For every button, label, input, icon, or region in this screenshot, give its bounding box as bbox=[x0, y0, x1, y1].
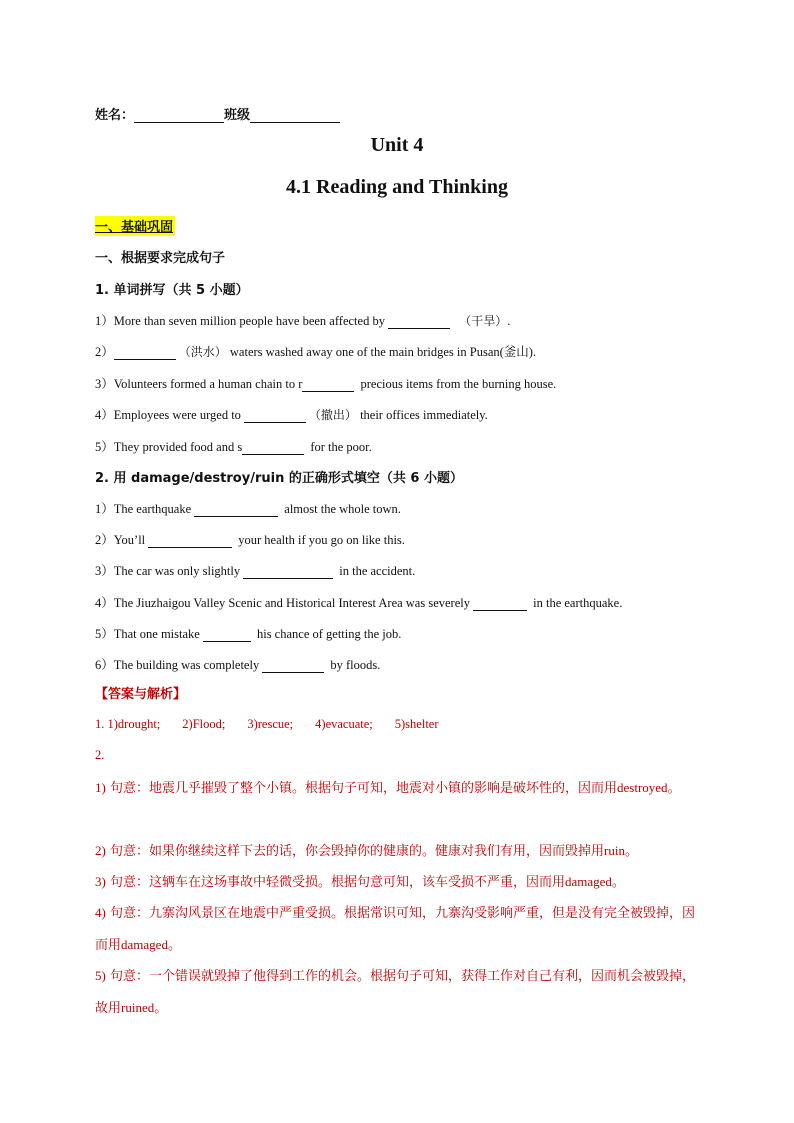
explanation-number: 3) bbox=[95, 874, 106, 889]
question-text: 3）The car was only slightly bbox=[95, 564, 241, 578]
question-2-4 bbox=[95, 593, 622, 611]
answer-blank[interactable] bbox=[148, 534, 232, 548]
explanation-number: 2) bbox=[95, 843, 106, 858]
hint-text: （洪水） bbox=[178, 345, 227, 359]
question-text: 4）Employees were urged to bbox=[95, 408, 241, 422]
answer-blank[interactable] bbox=[114, 346, 176, 360]
explanation-answer: ruin bbox=[604, 843, 625, 858]
part2-heading: 2. 用 damage/destroy/ruin 的正确形式填空（共 6 小题） bbox=[95, 471, 463, 486]
name-label: 姓名： bbox=[95, 108, 135, 123]
part1-heading: 1. 单词拼写（共 5 小题） bbox=[95, 283, 249, 298]
answer-item: 2)Flood; bbox=[182, 717, 226, 731]
question-text: 1）The earthquake bbox=[95, 502, 192, 516]
question-2-3 bbox=[95, 561, 415, 579]
question-text-end: their offices immediately. bbox=[356, 408, 488, 422]
question-text: 5）They provided food and s bbox=[95, 440, 243, 454]
answer-blank[interactable] bbox=[388, 315, 450, 329]
class-label: 班级 bbox=[224, 108, 251, 123]
lesson-title: 4.1 Reading and Thinking bbox=[286, 176, 508, 198]
question-text-end: his chance of getting the job. bbox=[253, 627, 402, 641]
explanation-text: 句意：如果你继续这样下去的话，你会毁掉你的健康的。健康对我们有用，因而毁掉用 bbox=[109, 844, 604, 859]
answer-item: 3)rescue; bbox=[247, 717, 294, 731]
question-text: 1）More than seven million people have been affected by bbox=[95, 314, 385, 328]
question-text-end: waters washed away one of the main bridges in Pusan(釜山). bbox=[226, 345, 537, 359]
question-1-1 bbox=[95, 311, 510, 329]
question-2-6 bbox=[95, 655, 380, 673]
hint-text: （撤出） bbox=[308, 408, 357, 422]
explanation-end: 。 bbox=[611, 875, 625, 890]
explanation-text: 句意：九寨沟风景区在地震中严重受损。根据常识可知，九寨沟受影响严重，但是没有完全被毁掉，因而用 bbox=[95, 906, 695, 953]
question-text-end: in the accident. bbox=[336, 564, 416, 578]
question-1-2 bbox=[95, 342, 536, 360]
explanation-4 bbox=[95, 897, 705, 961]
explanation-3 bbox=[95, 866, 705, 898]
answer-item: 5)shelter bbox=[394, 717, 439, 731]
question-text-end: . bbox=[507, 314, 511, 328]
explanation-end: 。 bbox=[167, 938, 181, 953]
name-blank[interactable] bbox=[134, 108, 224, 123]
question-1-4 bbox=[95, 405, 488, 423]
explanation-answer: destroyed bbox=[617, 780, 668, 795]
explanation-text: 句意：地震几乎摧毁了整个小镇。根据句子可知，地震对小镇的影响是破坏性的，因而用 bbox=[109, 781, 617, 796]
answer-item: 4)evacuate; bbox=[315, 717, 373, 731]
explanation-1 bbox=[95, 772, 705, 804]
question-text: 6）The building was completely bbox=[95, 658, 260, 672]
question-text: 5）That one mistake bbox=[95, 627, 200, 641]
question-text-end: almost the whole town. bbox=[281, 502, 401, 516]
question-text-end: precious items from the burning house. bbox=[357, 377, 557, 391]
question-2-2 bbox=[95, 530, 405, 548]
question-text-end: in the earthquake. bbox=[530, 596, 623, 610]
question-text-end: your health if you go on like this. bbox=[235, 533, 405, 547]
question-text-end: by floods. bbox=[327, 658, 381, 672]
answers-part1 bbox=[95, 717, 439, 732]
answer-blank[interactable] bbox=[473, 597, 527, 611]
question-text-end: for the poor. bbox=[307, 440, 372, 454]
explanation-text: 句意：这辆车在这场事故中轻微受损。根据句意可知，该车受损不严重，因而用 bbox=[109, 875, 565, 890]
explanation-number: 4) bbox=[95, 905, 106, 920]
question-text: 3）Volunteers formed a human chain to r bbox=[95, 377, 303, 391]
name-class-line bbox=[95, 104, 340, 123]
explanation-answer: damaged bbox=[121, 937, 168, 952]
answer-blank[interactable] bbox=[302, 378, 354, 392]
unit-title: Unit 4 bbox=[370, 134, 424, 156]
answer-blank[interactable] bbox=[243, 565, 333, 579]
answer-blank[interactable] bbox=[203, 628, 251, 642]
explanation-5 bbox=[95, 960, 705, 1024]
section-heading: 一、基础巩固 bbox=[95, 216, 175, 236]
answer-blank[interactable] bbox=[242, 441, 304, 455]
explanation-end: 。 bbox=[624, 844, 638, 859]
answers-part2-label: 2. bbox=[95, 748, 105, 762]
hint-text: （干旱） bbox=[459, 314, 508, 328]
answer-blank[interactable] bbox=[244, 409, 306, 423]
question-text: 2） bbox=[95, 345, 114, 359]
explanation-answer: ruined bbox=[121, 1000, 155, 1015]
question-text: 4）The Jiuzhaigou Valley Scenic and Historical Interest Area was severely bbox=[95, 596, 470, 610]
explanation-number: 1) bbox=[95, 780, 106, 795]
answer-blank[interactable] bbox=[262, 659, 324, 673]
question-1-5 bbox=[95, 437, 372, 455]
question-2-1 bbox=[95, 499, 401, 517]
explanation-answer: damaged bbox=[565, 874, 612, 889]
explanation-end: 。 bbox=[667, 781, 681, 796]
explanation-end: 。 bbox=[154, 1001, 168, 1016]
answer-blank[interactable] bbox=[194, 503, 278, 517]
explanation-2 bbox=[95, 835, 705, 867]
class-blank[interactable] bbox=[250, 108, 340, 123]
explanation-number: 5) bbox=[95, 968, 106, 983]
section-subtitle: 一、根据要求完成句子 bbox=[95, 251, 226, 266]
question-text: 2）You’ll bbox=[95, 533, 146, 547]
explanation-text: 句意：一个错误就毁掉了他得到工作的机会。根据句子可知，获得工作对自己有利，因而机会被毁掉，故用 bbox=[95, 969, 695, 1016]
question-2-5 bbox=[95, 624, 401, 642]
answer-item: 1. 1)drought; bbox=[95, 717, 161, 731]
question-1-3 bbox=[95, 374, 556, 392]
answers-header: 【答案与解析】 bbox=[95, 687, 187, 702]
